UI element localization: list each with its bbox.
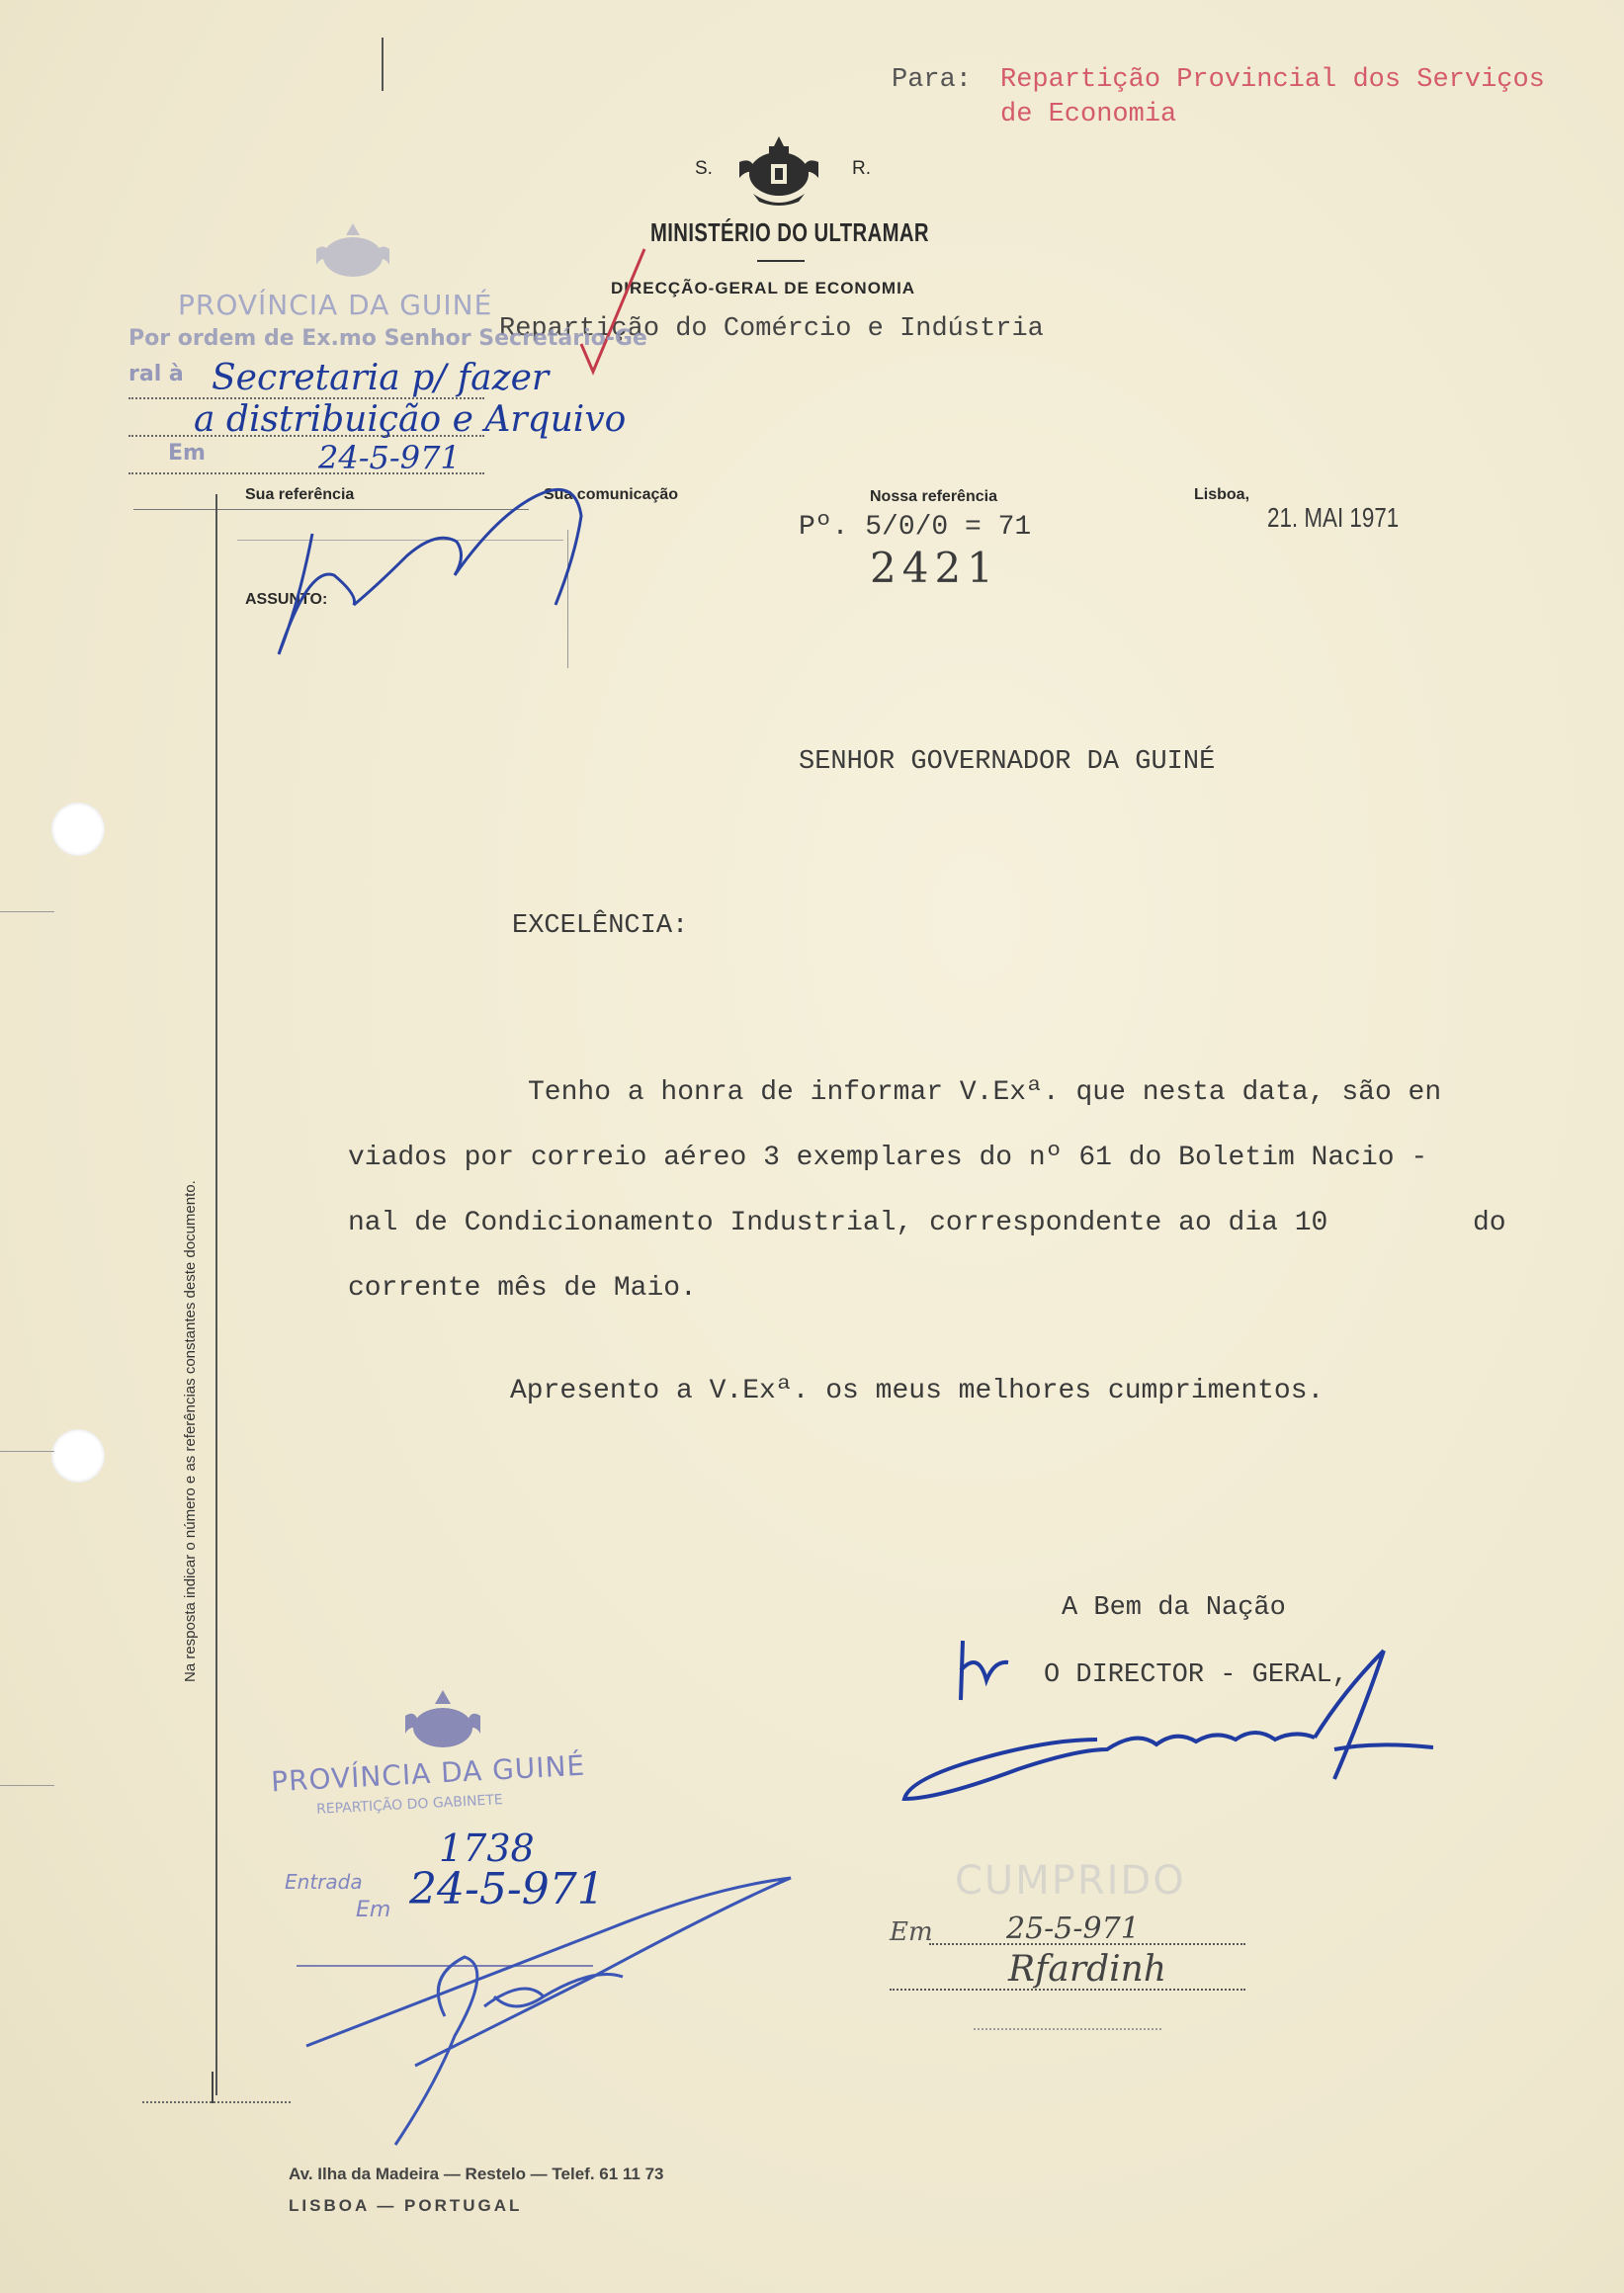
cumprido-em: Em (890, 1917, 933, 1947)
coat-of-arms-icon (733, 132, 824, 212)
stamp-top-prefix-ral: ral à (128, 362, 184, 386)
nossa-referencia-label: Nossa referência (870, 488, 997, 505)
assunto-label: ASSUNTO: (245, 591, 328, 608)
sr-right: R. (852, 158, 871, 179)
stamp-bottom-entrada: Entrada (285, 1870, 363, 1894)
stamp-bottom-emblem-icon (397, 1686, 488, 1759)
handwritten-stamp-date: 24-5-971 (318, 439, 461, 476)
cumprido-rule (890, 1989, 1245, 1991)
edge-mark (0, 1451, 54, 1452)
stamp-top-rule (128, 435, 484, 437)
stamp-top-prefix-em: Em (168, 441, 206, 466)
body-line-4: corrente mês de Maio. (348, 1273, 697, 1304)
addressee: SENHOR GOVERNADOR DA GUINÉ (799, 747, 1216, 777)
body-line-3-end: do (1473, 1208, 1506, 1238)
footer-city: LISBOA — PORTUGAL (289, 2196, 523, 2215)
signatory-title: O DIRECTOR - GERAL, (1044, 1660, 1348, 1690)
footer-address: Av. Ilha da Madeira — Restelo — Telef. 61 11 73 (289, 2165, 664, 2183)
body-line-3: nal de Condicionamento Industrial, correspondente ao dia 10 (348, 1208, 1328, 1238)
stamp-top-emblem-icon (308, 219, 397, 287)
margin-note: Na resposta indicar o número e as referências constantes deste documento. (182, 1180, 199, 1682)
director-signature-icon (899, 1631, 1433, 1809)
red-check-mark-icon (575, 245, 654, 383)
salutation: EXCELÊNCIA: (512, 911, 689, 941)
stamp-bottom-province: PROVÍNCIA DA GUINÉ (270, 1748, 586, 1799)
para-label: Para: (892, 65, 973, 95)
punch-hole-bottom (51, 1429, 105, 1483)
para-destination-line1: Repartição Provincial dos Serviços (1000, 65, 1545, 95)
direction-name: DIRECÇÃO-GERAL DE ECONOMIA (611, 279, 916, 297)
document-number: 2421 (870, 544, 999, 592)
ministry-rule (757, 260, 805, 262)
sua-comunicacao-label: Sua comunicação (544, 486, 679, 503)
cumprido-underline (974, 2028, 1161, 2030)
ministry-name: MINISTÉRIO DO ULTRAMAR (650, 217, 929, 247)
handwritten-entry-date: 24-5-971 (409, 1864, 605, 1914)
department-name: Repartição do Comércio e Indústria (499, 314, 1044, 344)
body-line-1: Tenho a honra de informar V.Exª. que nesta data, são en (528, 1077, 1442, 1108)
receiver-signature-icon (297, 1868, 811, 2155)
date-stamp: 21. MAI 1971 (1267, 502, 1400, 533)
stamp-bottom-em: Em (356, 1898, 391, 1922)
body-paragraph-2: Apresento a V.Exª. os meus melhores cumprimentos. (510, 1376, 1325, 1406)
stamp-top-province: PROVÍNCIA DA GUINÉ (178, 289, 493, 321)
handwritten-scribble (259, 457, 595, 674)
handwritten-instruction-line1: Secretaria p/ fazer (212, 358, 550, 398)
cumprido-signature: Rfardinh (1008, 1949, 1167, 1990)
footer-dotted-rule (142, 2101, 291, 2103)
para-destination-line2: de Economia (1000, 100, 1177, 129)
punch-hole-top (51, 803, 105, 856)
stamp-top-order-line: Por ordem de Ex.mo Senhor Secretário-Ge (128, 326, 647, 351)
process-reference: Pº. 5/0/0 = 71 (799, 512, 1032, 543)
margin-line (215, 494, 217, 2095)
body-line-2: viados por correio aéreo 3 exemplares do nº 61 do Boletim Nacio - (348, 1143, 1428, 1173)
stamp-top-rule (128, 397, 484, 399)
cumprido-label: CUMPRIDO (955, 1858, 1186, 1904)
sua-referencia-label: Sua referência (245, 486, 355, 503)
edge-mark (0, 1785, 54, 1786)
footer-tick (212, 2072, 214, 2103)
handwritten-entry-number: 1738 (439, 1826, 535, 1870)
handwritten-instruction-line2: a distribuição e Arquivo (194, 399, 627, 440)
lisboa-label: Lisboa, (1194, 486, 1250, 503)
stamp-bottom-department: REPARTIÇÃO DO GABINETE (315, 1792, 504, 1818)
closing: A Bem da Nação (1062, 1593, 1286, 1623)
sr-left: S. (695, 158, 713, 179)
top-mark (382, 38, 384, 91)
cumprido-rule (929, 1943, 1245, 1945)
cumprido-date: 25-5-971 (1006, 1911, 1140, 1946)
edge-mark (0, 911, 54, 912)
